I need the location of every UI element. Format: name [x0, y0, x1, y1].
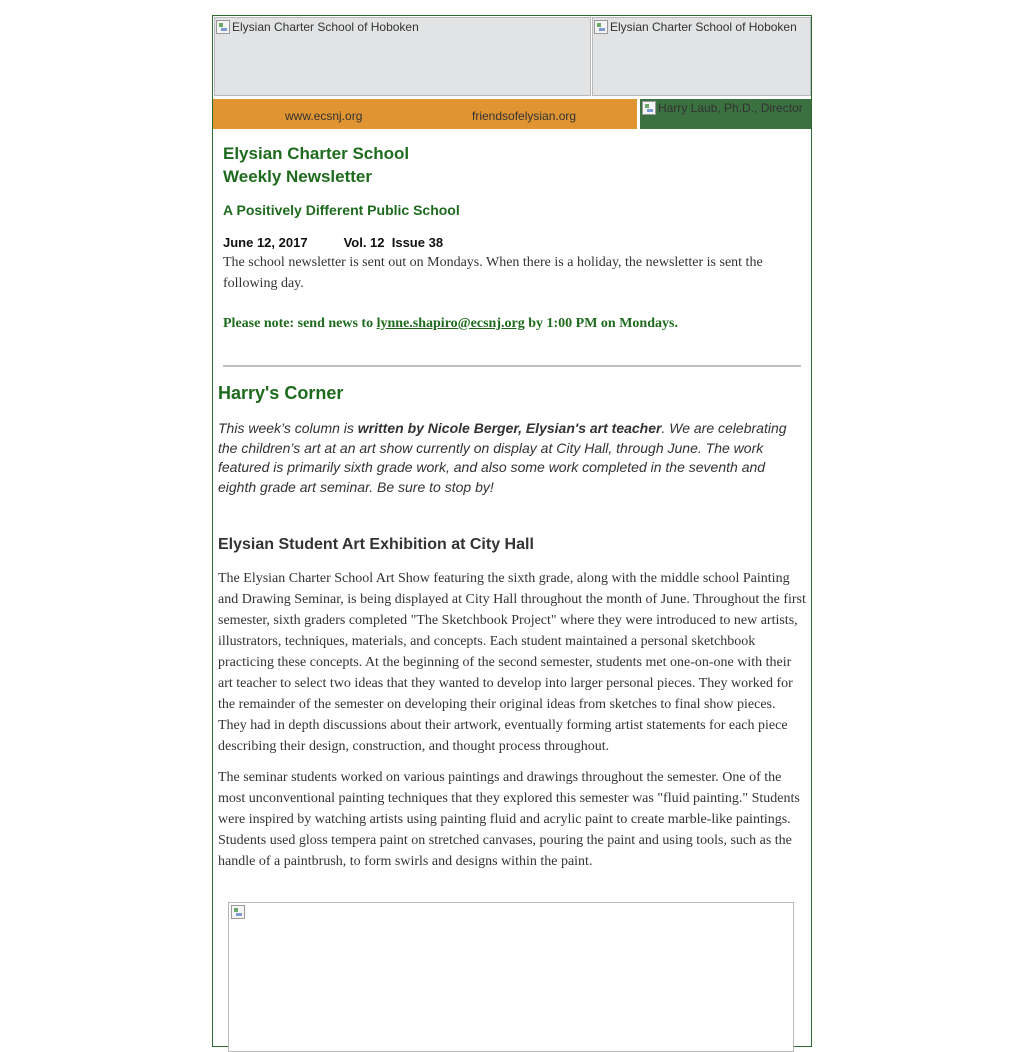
- dateline: [223, 235, 443, 250]
- harrys-corner-heading: Harry's Corner: [218, 383, 344, 403]
- article-heading: Elysian Student Art Exhibition at City Hall: [218, 536, 534, 553]
- schedule-note: The school newsletter is sent out on Mondays. When there is a holiday, the newsletter is sent the following day.: [223, 255, 763, 291]
- volume-issue: Vol. 12 Issue 38: [343, 235, 444, 250]
- banner-alt-left: Elysian Charter School of Hoboken: [232, 20, 419, 34]
- newsletter-frame: [212, 15, 812, 1047]
- intro-prefix: This week’s column is: [218, 420, 358, 436]
- broken-image-icon: [594, 20, 608, 34]
- please-note-prefix: Please note: send news to: [223, 316, 377, 331]
- please-note-suffix: by 1:00 PM on Mondays.: [524, 316, 678, 331]
- banner-alt-right: Elysian Charter School of Hoboken: [610, 20, 797, 34]
- issue-date: June 12, 2017: [223, 235, 308, 250]
- article-paragraph-2: The seminar students worked on various paintings and drawings throughout the semester. One of the most unconventional painting techniques that they explored this semester was "fluid painting." Students were inspired by watching artists using painting fluid and acrylic paint to create marble-like paintings. Students used gloss tempera paint on stretched canvases, pouring the paint and using tools, such as the handle of a paintbrush, to form swirls and designs within the paint.: [218, 770, 800, 869]
- banner-image-left: [214, 17, 591, 96]
- newsletter-title: [223, 142, 409, 188]
- director-alt: Harry Laub, Ph.D., Director: [658, 101, 803, 115]
- broken-image-icon: [216, 20, 230, 34]
- ecsnj-link[interactable]: www.ecsnj.org: [285, 109, 363, 123]
- article-paragraph-1: The Elysian Charter School Art Show featuring the sixth grade, along with the middle school Painting and Drawing Seminar, is being displayed at City Hall throughout the month of June. Throughout the first semester, sixth graders completed "The Sketchbook Project" where they were introduced to new artists, illustrators, techniques, materials, and concepts. Each student maintained a personal sketchbook practicing these concepts. At the beginning of the second semester, students met one-on-one with their art teacher to select two ideas that they wanted to develop into larger personal pieces. They worked for the remainder of the semester on developing their original ideas from sketches to final show pieces. They had in depth discussions about their artwork, eventually forming artist statements for each piece describing their design, construction, and thought process throughout.: [218, 571, 806, 754]
- email-link[interactable]: lynne.shapiro@ecsnj.org: [376, 316, 525, 331]
- broken-image-icon: [231, 905, 245, 919]
- friends-of-elysian-link[interactable]: friendsofelysian.org: [472, 109, 577, 123]
- director-image: [640, 99, 811, 129]
- tagline: A Positively Different Public School: [223, 202, 460, 218]
- please-note: [223, 316, 678, 332]
- title-line-2: Weekly Newsletter: [223, 167, 372, 186]
- title-line-1: Elysian Charter School: [223, 144, 410, 163]
- broken-image-icon: [642, 101, 656, 115]
- intro-suffix: . We are celebrating the children’s art at an art show currently on display at City Hall, through June. The work featured is primarily sixth grade work, and also some work completed in the seventh and eighth grade art seminar. Be sure to stop by!: [218, 420, 787, 495]
- banner-image-right: [592, 17, 811, 96]
- art-show-photo: [228, 902, 794, 1052]
- intro-author: written by Nicole Berger, Elysian's art teacher: [357, 420, 662, 436]
- divider: [223, 365, 801, 367]
- harrys-corner-intro: [218, 419, 803, 497]
